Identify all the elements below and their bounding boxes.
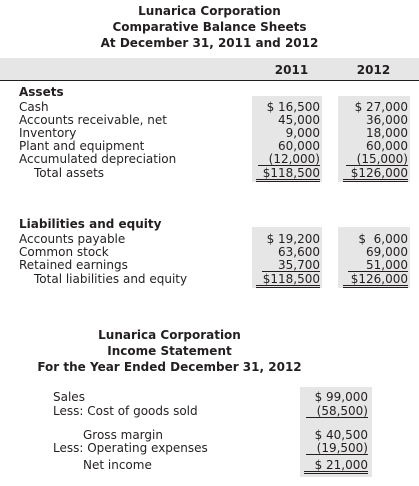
- value-2012: 60,000: [366, 139, 408, 153]
- row-value: $ 99,000: [314, 390, 368, 404]
- value-2012: $ 6,000: [358, 232, 408, 246]
- row-label: Accounts receivable, net: [19, 113, 167, 127]
- row-label: Accumulated depreciation: [19, 152, 177, 166]
- row-label: Total assets: [34, 166, 105, 180]
- row-label: Plant and equipment: [19, 139, 145, 153]
- row-label: Gross margin: [83, 428, 163, 442]
- value-2012: 18,000: [366, 126, 408, 140]
- row-label: Sales: [53, 390, 85, 404]
- value-2011: $ 16,500: [266, 100, 320, 114]
- row-label: Less: Operating expenses: [53, 441, 208, 455]
- row-label: Less: Cost of goods sold: [53, 404, 198, 418]
- value-2011: 45,000: [278, 113, 320, 127]
- balance-statement-title: Comparative Balance Sheets: [112, 20, 307, 34]
- column-header-2012: 2012: [356, 63, 391, 77]
- income-company-title: Lunarica Corporation: [98, 328, 241, 342]
- row-value: $ 40,500: [314, 428, 368, 442]
- assets-heading: Assets: [19, 85, 64, 99]
- value-2012: (15,000): [346, 153, 408, 166]
- balance-company-title: Lunarica Corporation: [138, 4, 281, 18]
- liabilities-heading: Liabilities and equity: [19, 217, 162, 231]
- value-2011: $118,500: [256, 273, 320, 288]
- row-label: Inventory: [19, 126, 77, 140]
- row-label: Total liabilities and equity: [34, 272, 188, 286]
- value-2012: $126,000: [343, 167, 408, 182]
- value-2011: 60,000: [278, 139, 320, 153]
- income-period-title: For the Year Ended December 31, 2012: [37, 360, 302, 374]
- value-2011: 35,700: [262, 259, 320, 272]
- row-value: (19,500): [306, 442, 368, 455]
- row-label: Retained earnings: [19, 258, 128, 272]
- value-2012: 51,000: [348, 259, 408, 272]
- column-header-2011: 2011: [274, 63, 309, 77]
- row-value: (58,500): [306, 405, 368, 418]
- income-statement-title: Income Statement: [107, 344, 232, 358]
- value-2012: $ 27,000: [354, 100, 408, 114]
- value-2011: $118,500: [256, 167, 320, 182]
- value-2011: (12,000): [258, 153, 320, 166]
- row-label: Accounts payable: [19, 232, 126, 246]
- row-label: Cash: [19, 100, 49, 114]
- column-header-rule: [0, 80, 419, 81]
- row-label: Net income: [83, 458, 152, 472]
- row-value: $ 21,000: [304, 459, 368, 474]
- balance-period-title: At December 31, 2011 and 2012: [100, 36, 319, 50]
- value-2012: 69,000: [366, 245, 408, 259]
- value-2012: $126,000: [343, 273, 408, 288]
- value-2011: $ 19,200: [266, 232, 320, 246]
- value-2012: 36,000: [366, 113, 408, 127]
- value-2011: 63,600: [278, 245, 320, 259]
- value-2011: 9,000: [285, 126, 320, 140]
- row-label: Common stock: [19, 245, 109, 259]
